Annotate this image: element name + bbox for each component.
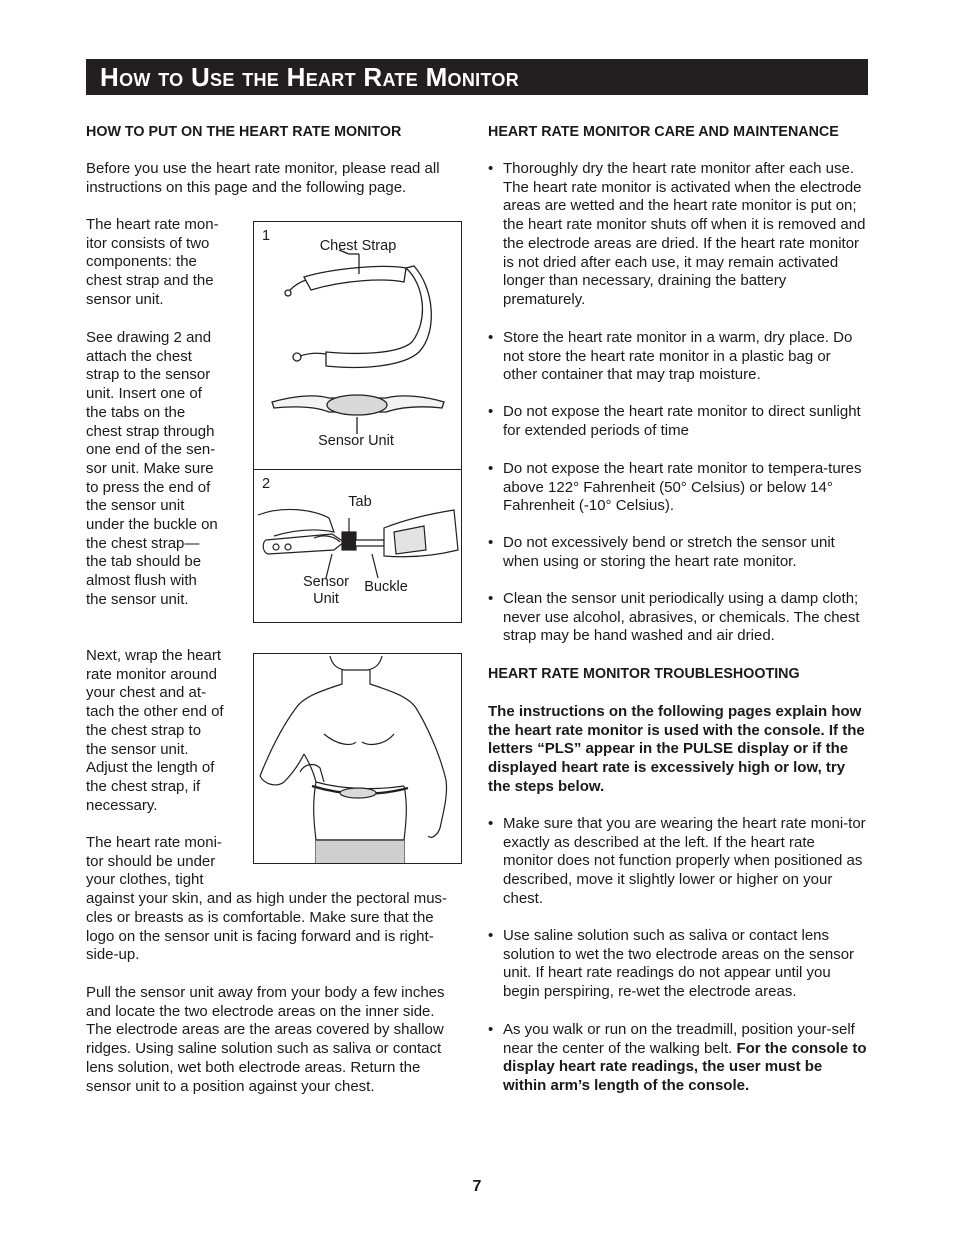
bullet-point: • bbox=[488, 460, 494, 477]
troubleshooting-intro: The instructions on the following pages explain how the heart rate monitor is used with the console. If the letters “PLS” appear in the PULSE display or if the displayed heart rate is excessively high or low, try the steps below. bbox=[488, 703, 865, 795]
bullet-text: Do not expose the heart rate monitor to tempera-tures above 122° Fahrenheit (50° Celsius) or below 14° Fahrenheit (-10° Celsius). bbox=[503, 460, 862, 515]
text-line: The heart rate mon- bbox=[86, 216, 219, 233]
text-line: attach the chest bbox=[86, 347, 192, 365]
text-line: components: the bbox=[86, 253, 197, 271]
bullet-text: Thoroughly dry the heart rate monitor after each use. The heart rate monitor is activated when the electrode areas are wetted and the heart rate monitor is put on; the heart rate monitor shuts off when it is removed and the electrode areas are dried. If the heart rate monitor is not dried after each use, it may remain activated longer than necessary, draining the battery prematurely. bbox=[503, 160, 866, 308]
text-line: your clothes, tight bbox=[86, 871, 204, 889]
text-line: against your skin, and as high under the pectoral mus- bbox=[86, 890, 448, 908]
attach-strap-illustration bbox=[254, 470, 461, 622]
bullet-text-normal: As you walk or run on the treadmill, position your-self near the center of the walking belt. bbox=[503, 1021, 855, 1057]
text-line: to press the end of bbox=[86, 478, 211, 496]
chest-strap-illustration bbox=[254, 222, 461, 467]
figure-number-1: 1 bbox=[262, 228, 271, 244]
section-heading-troubleshooting: HEART RATE MONITOR TROUBLESHOOTING bbox=[488, 666, 800, 682]
text-line: chest strap and the bbox=[86, 272, 214, 290]
text-line: rate monitor around bbox=[86, 665, 217, 683]
bullet-point: • bbox=[488, 1021, 494, 1038]
wrap-paragraph bbox=[86, 647, 246, 815]
text-line: the sensor unit. bbox=[86, 590, 189, 608]
bullet-text bbox=[503, 1021, 869, 1096]
text-line: one end of the sen- bbox=[86, 441, 216, 459]
bullet-text: Use saline solution such as saliva or contact lens solution to wet the two electrode areas on the sensor unit. If heart rate readings do not appear until you begin perspiring, re-wet the electrode areas. bbox=[503, 927, 855, 1001]
bullet-text: Do not excessively bend or stretch the sensor unit when using or storing the heart rate monitor. bbox=[503, 534, 835, 570]
text-line: chest strap through bbox=[86, 422, 215, 440]
bullet-point: • bbox=[488, 590, 494, 607]
text-line: itor consists of two bbox=[86, 234, 210, 252]
text-line: sensor unit. bbox=[86, 290, 164, 308]
text-line: tor should be under bbox=[86, 852, 216, 870]
figure-box-3 bbox=[253, 653, 462, 864]
buckle-label: Buckle bbox=[364, 579, 408, 595]
text-line: strap to the sensor bbox=[86, 366, 211, 384]
text-line: almost flush with bbox=[86, 572, 197, 590]
bullet-point: • bbox=[488, 534, 494, 551]
text-line: tach the other end of bbox=[86, 703, 224, 721]
chest-strap-label: Chest Strap bbox=[319, 238, 397, 254]
bullet-text-bold: For the console to display heart rate readings, the user must be within arm’s length of the console. bbox=[503, 1039, 867, 1095]
text-line: unit. Insert one of bbox=[86, 385, 202, 403]
text-line: The heart rate moni- bbox=[86, 834, 222, 851]
text-line: Next, wrap the heart bbox=[86, 647, 222, 664]
text-line: sor unit. Make sure bbox=[86, 459, 214, 477]
text-line: the tabs on the bbox=[86, 403, 186, 421]
intro-paragraph: Before you use the heart rate monitor, please read all instructions on this page and the following page. bbox=[86, 160, 440, 196]
bullet-point: • bbox=[488, 815, 494, 832]
text-line: cles or breasts as is comfortable. Make sure that the bbox=[86, 908, 434, 926]
text-line: the chest strap to bbox=[86, 721, 202, 739]
page-title: How to Use the Heart Rate Monitor bbox=[86, 59, 868, 95]
text-line: under the buckle on bbox=[86, 516, 218, 534]
bullet-text: Do not expose the heart rate monitor to direct sunlight for extended periods of time bbox=[503, 403, 861, 439]
text-line: necessary. bbox=[86, 796, 158, 814]
bullet-point: • bbox=[488, 160, 494, 177]
text-line: the sensor unit. bbox=[86, 740, 189, 758]
section-heading-put-on: HOW TO PUT ON THE HEART RATE MONITOR bbox=[86, 124, 402, 140]
person-wearing-monitor-illustration bbox=[254, 654, 461, 863]
text-line: Adjust the length of bbox=[86, 759, 215, 777]
figure-box-1-2 bbox=[253, 221, 462, 623]
attach-paragraph bbox=[86, 329, 246, 610]
tab-label: Tab bbox=[348, 494, 372, 510]
text-line: logo on the sensor unit is facing forward and is right- bbox=[86, 927, 434, 945]
bullet-text: Store the heart rate monitor in a warm, dry place. Do not store the heart rate monitor in a plastic bag or other container that may trap moisture. bbox=[503, 329, 853, 384]
bullet-point: • bbox=[488, 927, 494, 944]
text-line: See drawing 2 and bbox=[86, 329, 212, 346]
section-heading-care: HEART RATE MONITOR CARE AND MAINTENANCE bbox=[488, 124, 839, 140]
bullet-text: Make sure that you are wearing the heart rate moni-tor exactly as described at the left. If the heart rate monitor does not function properly when positioned as described, move it slightly lower or higher on your chest. bbox=[503, 815, 866, 907]
bullet-point: • bbox=[488, 403, 494, 420]
text-line: Sensor bbox=[303, 574, 349, 590]
sensor-unit-label: Sensor Unit bbox=[318, 433, 394, 449]
text-line: Unit bbox=[313, 591, 339, 607]
text-line: side-up. bbox=[86, 946, 140, 964]
text-line: the tab should be bbox=[86, 553, 202, 571]
text-line: the chest strap, if bbox=[86, 777, 201, 795]
page-number: 7 bbox=[472, 1178, 482, 1195]
text-line: your chest and at- bbox=[86, 684, 207, 702]
text-line: the chest strap— bbox=[86, 534, 200, 552]
components-paragraph bbox=[86, 216, 246, 310]
electrode-paragraph: Pull the sensor unit away from your body a few inches and locate the two electrode areas on the inner side. The electrode areas are the areas covered by shallow ridges. Using saline solution such as saliva or contact lens solution, wet both electrode areas. Return the sensor unit to a position against your chest. bbox=[86, 984, 445, 1095]
bullet-point: • bbox=[488, 329, 494, 346]
figure-number-2: 2 bbox=[262, 476, 271, 492]
bullet-text: Clean the sensor unit periodically using a damp cloth; never use alcohol, abrasives, or chemicals. The chest strap may be hand washed and air dried. bbox=[503, 590, 860, 645]
text-line: the sensor unit bbox=[86, 497, 185, 515]
